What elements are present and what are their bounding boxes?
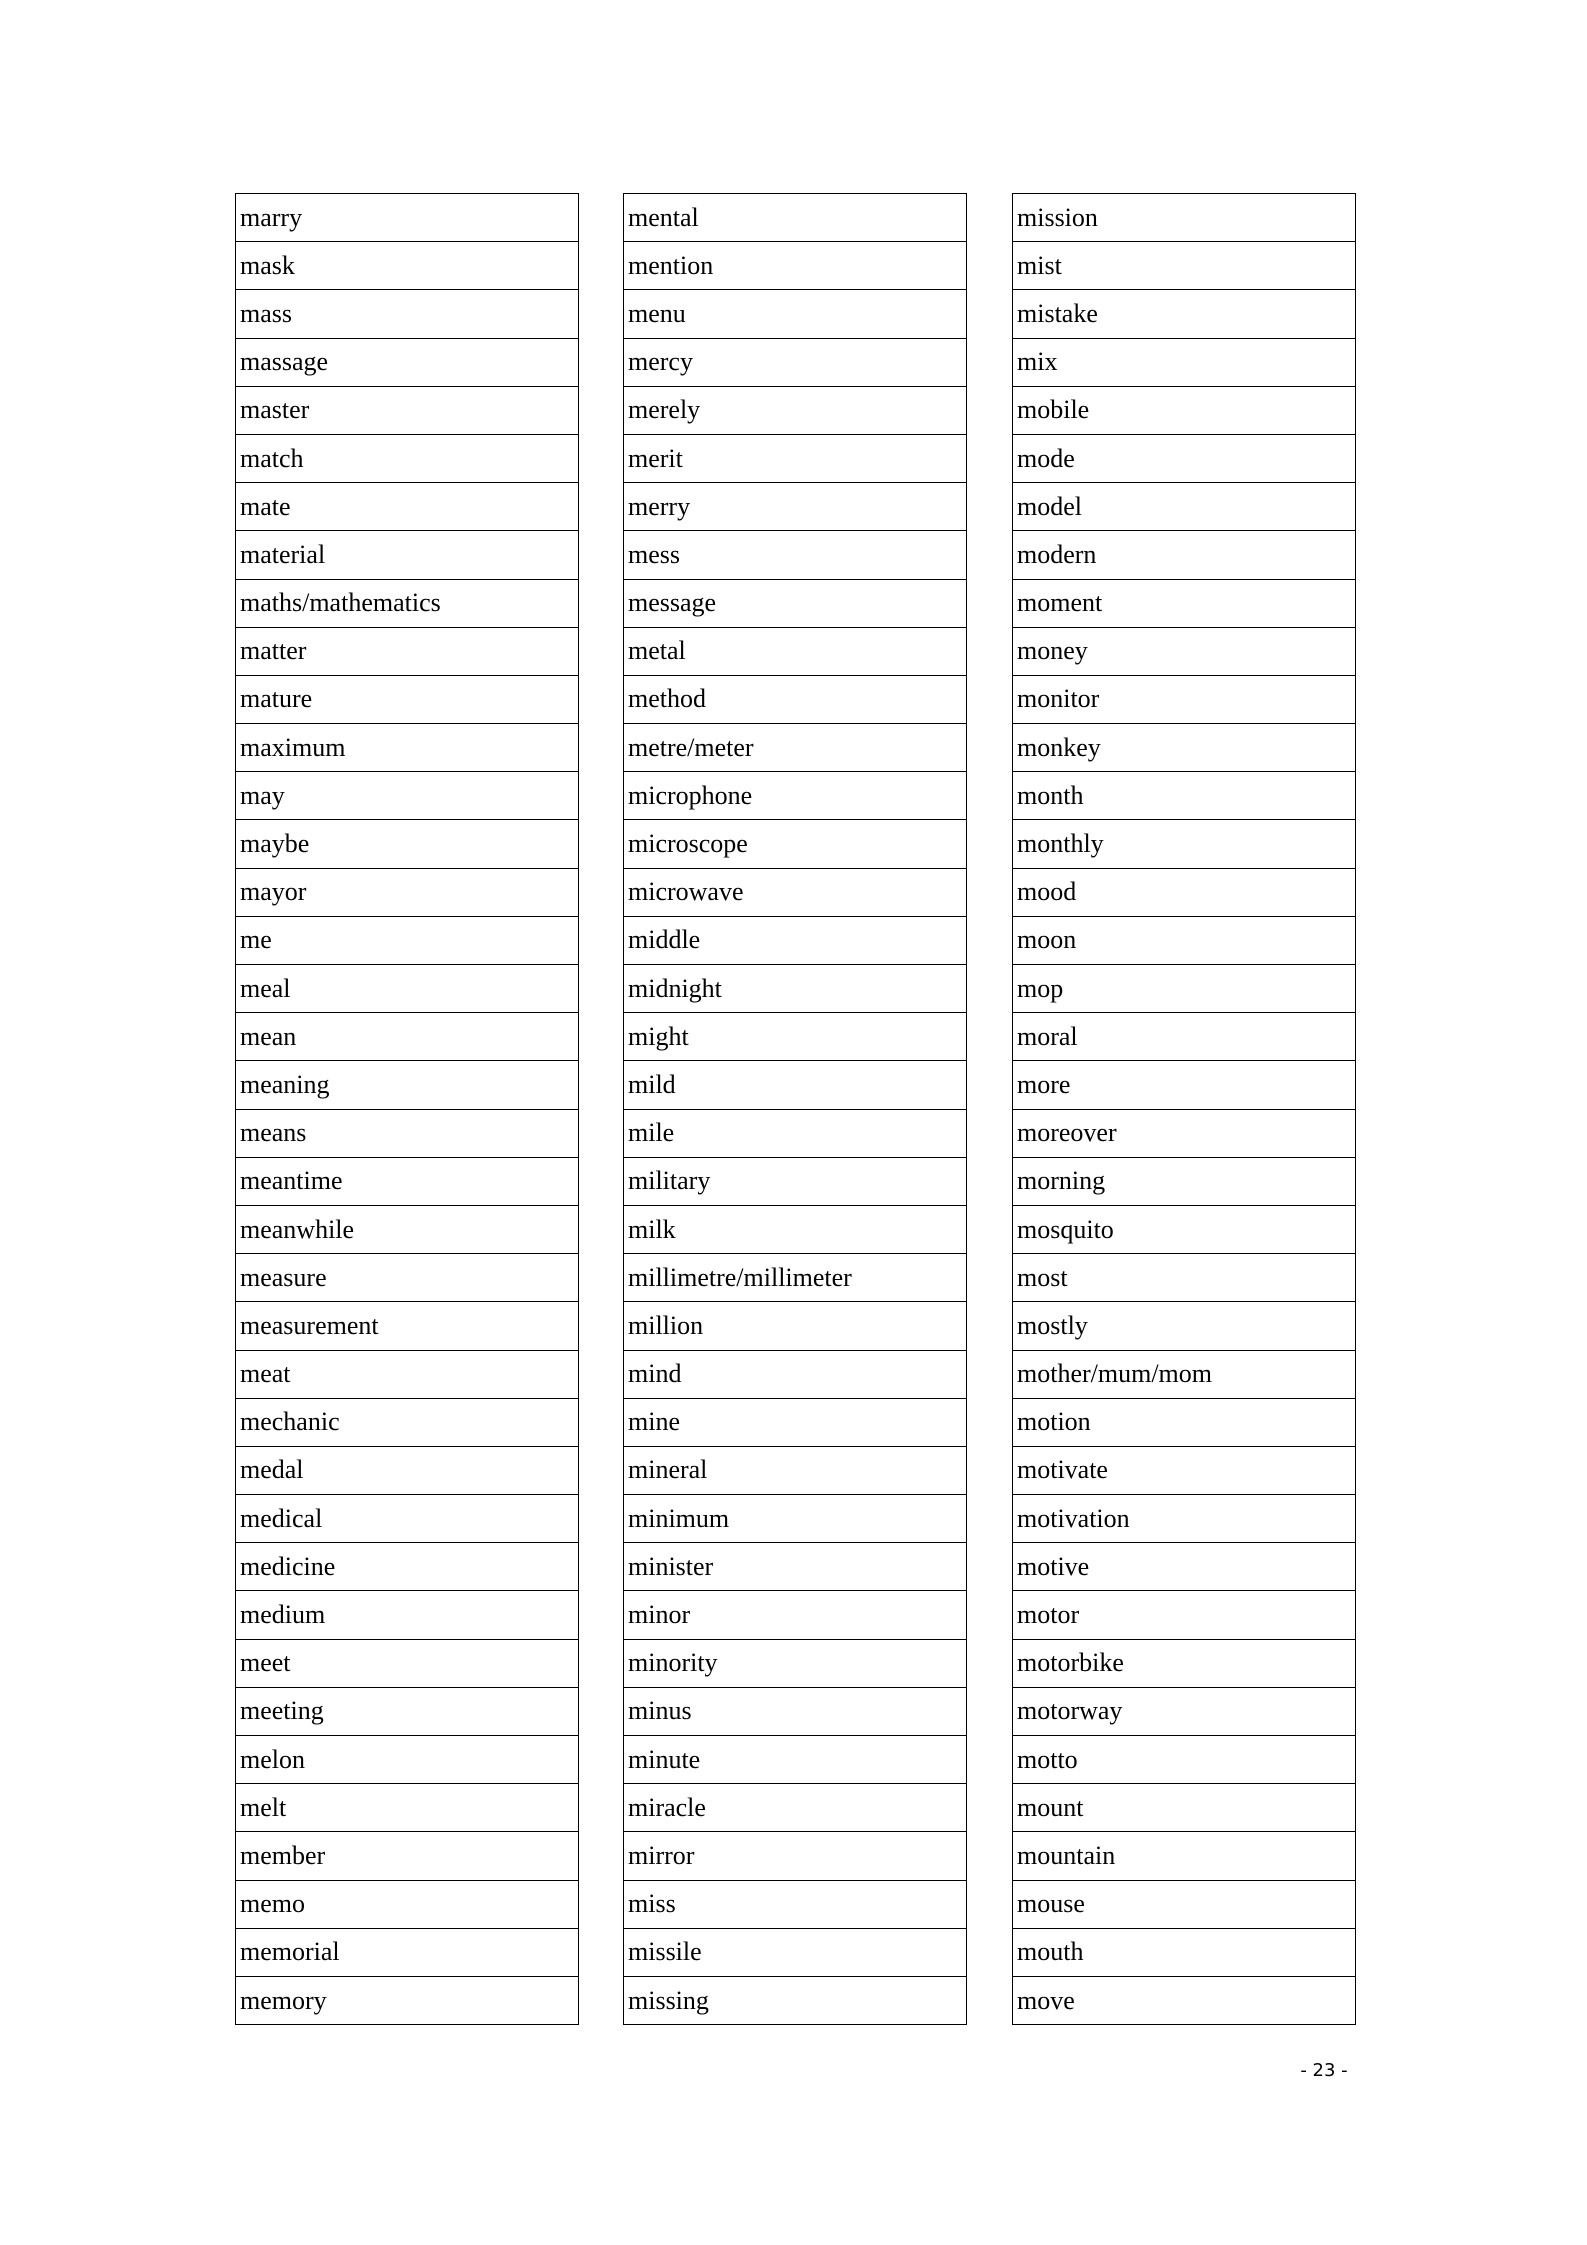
word-cell: motivate [1013,1446,1356,1494]
word-cell: menu [624,290,967,338]
word-cell: mouse [1013,1880,1356,1928]
word-cell: microwave [624,868,967,916]
table-row [236,1880,579,1928]
word-cell: mop [1013,965,1356,1013]
word-cell: miracle [624,1784,967,1832]
word-cell: mature [236,675,579,723]
word-cell: memorial [236,1928,579,1976]
word-cell: method [624,675,967,723]
table-row [624,1880,967,1928]
table-row [236,434,579,482]
table-row [624,338,967,386]
word-cell: moment [1013,579,1356,627]
table-row [236,1254,579,1302]
table-row [1013,724,1356,772]
word-cell: mosquito [1013,1205,1356,1253]
word-cell: material [236,531,579,579]
table-row [1013,579,1356,627]
table-row [236,724,579,772]
table-row [1013,820,1356,868]
word-cell: medicine [236,1543,579,1591]
table-row [1013,1254,1356,1302]
word-cell: mist [1013,242,1356,290]
table-row [236,1398,579,1446]
table-row [1013,194,1356,242]
table-row [236,1928,579,1976]
table-row [236,627,579,675]
word-cell: model [1013,483,1356,531]
table-row [236,772,579,820]
word-cell: mother/mum/mom [1013,1350,1356,1398]
word-cell: more [1013,1061,1356,1109]
table-row [236,675,579,723]
word-cell: mechanic [236,1398,579,1446]
word-cell: metal [624,627,967,675]
word-cell: meaning [236,1061,579,1109]
table-row [236,1687,579,1735]
table-row [1013,386,1356,434]
table-row [624,1784,967,1832]
word-cell: modern [1013,531,1356,579]
table-row [624,1109,967,1157]
table-row [624,1687,967,1735]
word-cell: monkey [1013,724,1356,772]
table-row [236,531,579,579]
word-cell: most [1013,1254,1356,1302]
word-cell: mood [1013,868,1356,916]
table-row [236,1976,579,2024]
table-row [624,386,967,434]
table-row [624,242,967,290]
table-row [1013,1205,1356,1253]
table-row [1013,531,1356,579]
table-row [624,627,967,675]
word-cell: mission [1013,194,1356,242]
word-cell: mercy [624,338,967,386]
word-table-column-1 [235,193,579,2025]
word-cell: mention [624,242,967,290]
table-row [624,1061,967,1109]
table-row [236,242,579,290]
table-row [1013,338,1356,386]
table-row [624,1832,967,1880]
table-row [1013,1687,1356,1735]
word-cell: meantime [236,1157,579,1205]
word-cell: mountain [1013,1832,1356,1880]
table-row [236,483,579,531]
word-cell: month [1013,772,1356,820]
word-cell: mobile [1013,386,1356,434]
table-row [236,1784,579,1832]
table-row [1013,675,1356,723]
table-row [624,1302,967,1350]
word-cell: maximum [236,724,579,772]
table-row [1013,1591,1356,1639]
word-cell: microphone [624,772,967,820]
word-cell: melt [236,1784,579,1832]
table-row [624,194,967,242]
table-row [1013,1928,1356,1976]
table-row [624,820,967,868]
table-row [236,820,579,868]
table-row [1013,965,1356,1013]
table-row [1013,434,1356,482]
word-cell: match [236,434,579,482]
word-cell: merit [624,434,967,482]
table-row [624,675,967,723]
word-table-column-2 [623,193,967,2025]
table-row [236,1061,579,1109]
word-cell: million [624,1302,967,1350]
table-row [236,1302,579,1350]
table-row [1013,772,1356,820]
table-row [1013,1398,1356,1446]
word-cell: maybe [236,820,579,868]
table-row [236,1157,579,1205]
word-cell: me [236,916,579,964]
table-row [624,1254,967,1302]
word-cell: miss [624,1880,967,1928]
word-cell: motorway [1013,1687,1356,1735]
word-cell: meet [236,1639,579,1687]
word-cell: minute [624,1736,967,1784]
table-row [236,965,579,1013]
table-row [1013,290,1356,338]
word-cell: motto [1013,1736,1356,1784]
table-row [1013,627,1356,675]
word-cell: motivation [1013,1495,1356,1543]
table-row [236,868,579,916]
word-cell: measure [236,1254,579,1302]
table-row [236,1350,579,1398]
table-row [624,579,967,627]
table-row [1013,1880,1356,1928]
word-cell: minus [624,1687,967,1735]
table-row [236,1446,579,1494]
word-cell: mental [624,194,967,242]
word-cell: mate [236,483,579,531]
word-cell: moral [1013,1013,1356,1061]
table-row [1013,1543,1356,1591]
table-row [236,1832,579,1880]
table-row [624,868,967,916]
word-cell: medium [236,1591,579,1639]
word-cell: mean [236,1013,579,1061]
word-cell: mode [1013,434,1356,482]
table-row [624,772,967,820]
table-row [1013,483,1356,531]
table-row [624,1398,967,1446]
table-row [236,1591,579,1639]
table-row [1013,1832,1356,1880]
word-cell: means [236,1109,579,1157]
word-cell: millimetre/millimeter [624,1254,967,1302]
word-cell: moon [1013,916,1356,964]
word-cell: missile [624,1928,967,1976]
word-cell: middle [624,916,967,964]
table-row [1013,1639,1356,1687]
word-cell: member [236,1832,579,1880]
word-cell: motion [1013,1398,1356,1446]
table-row [1013,868,1356,916]
word-table-column-3 [1012,193,1356,2025]
table-row [236,1205,579,1253]
word-cell: motor [1013,1591,1356,1639]
word-cell: milk [624,1205,967,1253]
word-cell: mind [624,1350,967,1398]
word-cell: maths/mathematics [236,579,579,627]
word-cell: merry [624,483,967,531]
word-cell: meal [236,965,579,1013]
table-row [624,1543,967,1591]
word-cell: minister [624,1543,967,1591]
word-cell: minority [624,1639,967,1687]
table-row [624,1446,967,1494]
table-row [236,338,579,386]
table-row [624,483,967,531]
word-cell: master [236,386,579,434]
table-row [1013,1784,1356,1832]
table-row [236,1495,579,1543]
table-row [1013,1061,1356,1109]
word-cell: medical [236,1495,579,1543]
table-row [624,1013,967,1061]
table-row [624,1205,967,1253]
table-row [624,1639,967,1687]
table-row [236,290,579,338]
word-cell: marry [236,194,579,242]
word-cell: mess [624,531,967,579]
table-row [1013,1446,1356,1494]
word-cell: move [1013,1976,1356,2024]
table-row [236,194,579,242]
word-cell: may [236,772,579,820]
word-cell: motive [1013,1543,1356,1591]
table-row [1013,1013,1356,1061]
word-cell: motorbike [1013,1639,1356,1687]
word-cell: merely [624,386,967,434]
word-cell: mouth [1013,1928,1356,1976]
word-cell: mayor [236,868,579,916]
table-row [1013,1350,1356,1398]
word-cell: meeting [236,1687,579,1735]
table-row [624,724,967,772]
word-cell: massage [236,338,579,386]
table-row [1013,1976,1356,2024]
table-row [624,1928,967,1976]
word-cell: meanwhile [236,1205,579,1253]
table-row [624,1976,967,2024]
table-row [236,1736,579,1784]
word-cell: meat [236,1350,579,1398]
word-cell: monthly [1013,820,1356,868]
word-cell: message [624,579,967,627]
table-row [1013,1495,1356,1543]
word-cell: moreover [1013,1109,1356,1157]
table-row [1013,1109,1356,1157]
table-row [624,965,967,1013]
table-row [624,1591,967,1639]
word-cell: measurement [236,1302,579,1350]
table-row [236,386,579,434]
table-row [624,1157,967,1205]
word-cell: monitor [1013,675,1356,723]
table-row [1013,242,1356,290]
word-cell: mix [1013,338,1356,386]
table-row [236,1013,579,1061]
table-row [236,1639,579,1687]
word-cell: money [1013,627,1356,675]
page-number: - 23 - [1300,2060,1348,2081]
table-row [1013,1302,1356,1350]
word-cell: missing [624,1976,967,2024]
word-cell: microscope [624,820,967,868]
table-row [1013,1157,1356,1205]
table-row [236,1543,579,1591]
table-row [624,1350,967,1398]
word-cell: mount [1013,1784,1356,1832]
table-row [1013,916,1356,964]
word-cell: morning [1013,1157,1356,1205]
table-row [236,916,579,964]
word-cell: mild [624,1061,967,1109]
word-cell: mile [624,1109,967,1157]
word-cell: memory [236,1976,579,2024]
word-cell: mostly [1013,1302,1356,1350]
word-cell: midnight [624,965,967,1013]
word-cell: melon [236,1736,579,1784]
table-row [1013,1736,1356,1784]
word-cell: military [624,1157,967,1205]
table-row [624,434,967,482]
word-cell: minor [624,1591,967,1639]
word-cell: minimum [624,1495,967,1543]
word-cell: memo [236,1880,579,1928]
word-cell: might [624,1013,967,1061]
word-cell: metre/meter [624,724,967,772]
table-row [236,579,579,627]
table-row [236,1109,579,1157]
word-cell: mask [236,242,579,290]
table-row [624,916,967,964]
word-cell: matter [236,627,579,675]
table-row [624,1736,967,1784]
word-cell: mass [236,290,579,338]
table-row [624,290,967,338]
table-row [624,1495,967,1543]
table-row [624,531,967,579]
word-cell: medal [236,1446,579,1494]
word-cell: mine [624,1398,967,1446]
word-cell: mineral [624,1446,967,1494]
word-cell: mistake [1013,290,1356,338]
word-cell: mirror [624,1832,967,1880]
